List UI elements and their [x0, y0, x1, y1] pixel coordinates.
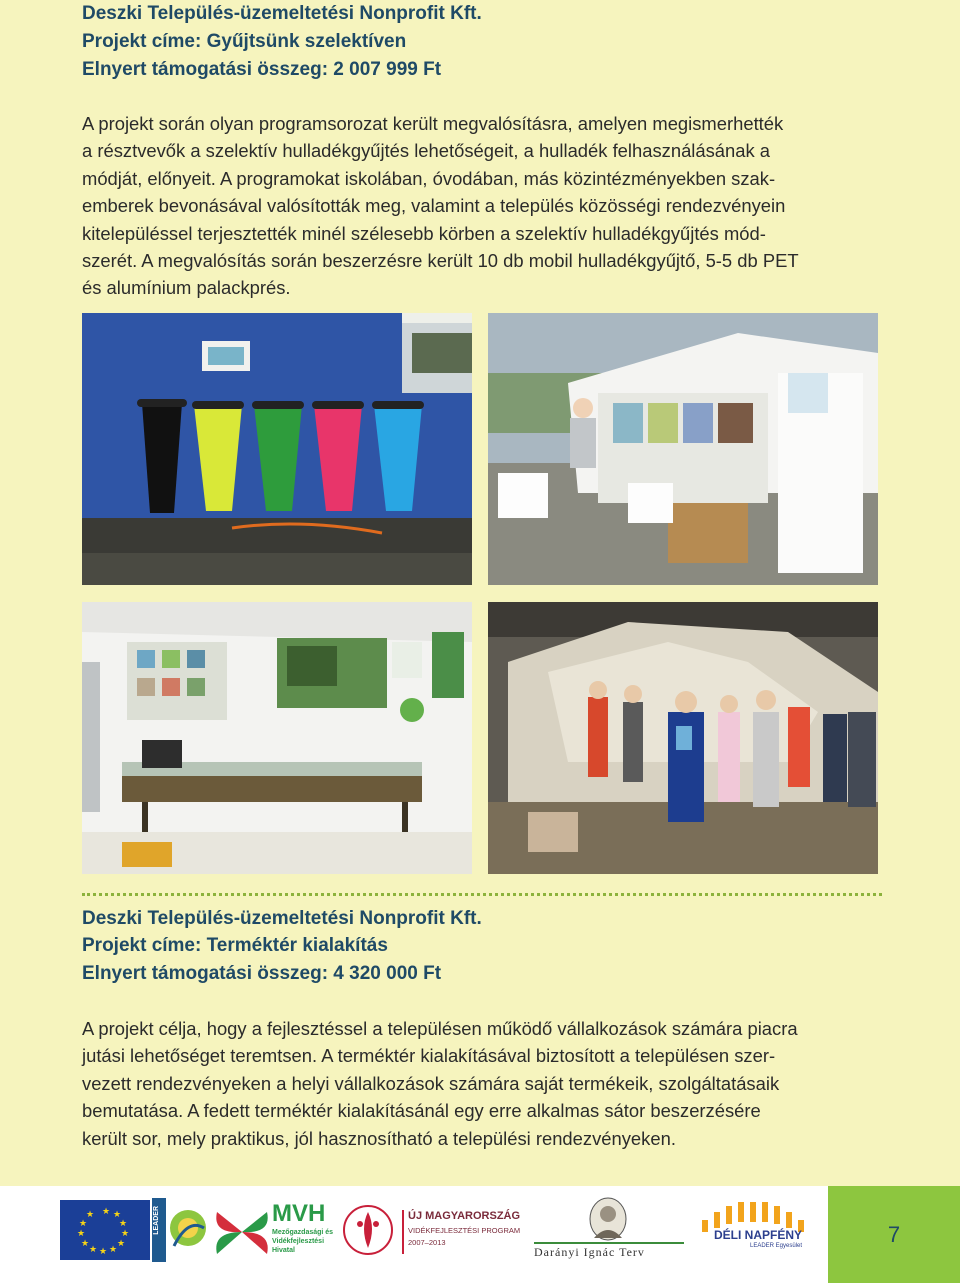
- svg-text:★: ★: [117, 1239, 126, 1249]
- umvp-logo: [340, 1200, 540, 1266]
- mvh-line: Hivatal: [272, 1247, 295, 1254]
- photo-recycling-bins: [82, 313, 472, 585]
- para-line: vezett rendezvényeken a helyi vállalkozások számára saját termékeik, szolgáltatásaik: [82, 1072, 780, 1094]
- umvp-years: 2007–2013: [408, 1238, 446, 1247]
- section1-project-title: Projekt címe: Gyűjtsünk szelektíven: [82, 31, 407, 52]
- para-line: jutási lehetőséget teremtsen. A terméktér kialakításával biztosított a településen szer-: [82, 1045, 776, 1067]
- eu-flag-logo: [60, 1200, 150, 1266]
- para-line: módját, előnyeit. A programokat iskolában, óvodában, más közintézményekben szak-: [82, 167, 776, 189]
- leader-logo: [152, 1198, 210, 1264]
- daranyi-logo: [534, 1196, 684, 1262]
- mvh-logo: [212, 1200, 334, 1266]
- leader-text: LEADER: [153, 1206, 160, 1235]
- svg-text:★: ★: [79, 1219, 88, 1229]
- para-line: emberek bevonásával valósították meg, valamint a település közösségi rendezvényein: [82, 195, 786, 217]
- para-line: bemutatása. A fedett terméktér kialakításánál egy erre alkalmas sátor beszerzésére: [82, 1100, 761, 1122]
- mvh-title: MVH: [272, 1200, 326, 1227]
- para-line: kitelepüléssel terjesztették minél szélesebb körben a szelektív hulladékgyűjtés mód-: [82, 222, 766, 244]
- svg-text:★: ★: [102, 1207, 111, 1217]
- page-number-box: [828, 1186, 960, 1283]
- para-line: került sor, mely praktikus, jól hasznosítható a települési rendezvényeken.: [82, 1127, 676, 1149]
- page-number: 7: [887, 1221, 901, 1247]
- section2-project-title: Projekt címe: Terméktér kialakítás: [82, 935, 388, 956]
- para-line: szerét. A megvalósítás során beszerzésre került 10 db mobil hulladékgyűjtő, 5-5 db PET: [82, 250, 799, 272]
- svg-text:★: ★: [109, 1245, 118, 1255]
- section2-paragraph: [82, 1015, 878, 1152]
- photo-tent-exhibition: [488, 313, 878, 585]
- section-divider: [82, 893, 882, 896]
- umvp-title: ÚJ MAGYARORSZÁG: [408, 1210, 521, 1222]
- svg-text:★: ★: [121, 1229, 130, 1239]
- deli-napfeny-logo: [692, 1200, 822, 1266]
- mvh-line: Vidékfejlesztési: [272, 1238, 325, 1245]
- svg-text:★: ★: [99, 1247, 108, 1257]
- section1-org: Deszki Település-üzemeltetési Nonprofit Kft.: [82, 3, 482, 24]
- para-line: és alumínium palackprés.: [82, 277, 291, 299]
- svg-text:★: ★: [119, 1219, 128, 1229]
- svg-text:★: ★: [86, 1210, 95, 1220]
- section1-paragraph: [82, 110, 878, 302]
- section2-org: Deszki Település-üzemeltetési Nonprofit Kft.: [82, 908, 482, 929]
- napfeny-title: DÉLI NAPFÉNY: [714, 1228, 803, 1242]
- svg-text:★: ★: [113, 1210, 122, 1220]
- para-line: a résztvevők a szelektív hulladékgyűjtés lehetőségeit, a hulladék felhasználásának a: [82, 140, 771, 162]
- daranyi-line: [534, 1242, 684, 1244]
- para-line: A projekt célja, hogy a fejlesztéssel a településen működő vállalkozások számára piacra: [82, 1018, 798, 1039]
- para-line: A projekt során olyan programsorozat került megvalósításra, amelyen megismerhették: [82, 113, 784, 134]
- photo-recycling-plant-visit: [488, 602, 878, 874]
- photo-tent-interior: [82, 602, 472, 874]
- umvp-program: VIDÉKFEJLESZTÉSI PROGRAM: [408, 1226, 521, 1235]
- section2-amount: Elnyert támogatási összeg: 4 320 000 Ft: [82, 963, 442, 984]
- mvh-subtitle: [272, 1228, 333, 1255]
- svg-text:★: ★: [89, 1245, 98, 1255]
- svg-text:★: ★: [77, 1229, 86, 1239]
- umvp-separator: [402, 1210, 404, 1254]
- daranyi-text: Darányi Ignác Terv: [534, 1245, 645, 1259]
- napfeny-subtitle: LEADER Egyesület: [750, 1243, 803, 1249]
- svg-text:★: ★: [81, 1239, 90, 1249]
- section1-amount: Elnyert támogatási összeg: 2 007 999 Ft: [82, 59, 442, 80]
- mvh-line: Mezőgazdasági és: [272, 1229, 334, 1236]
